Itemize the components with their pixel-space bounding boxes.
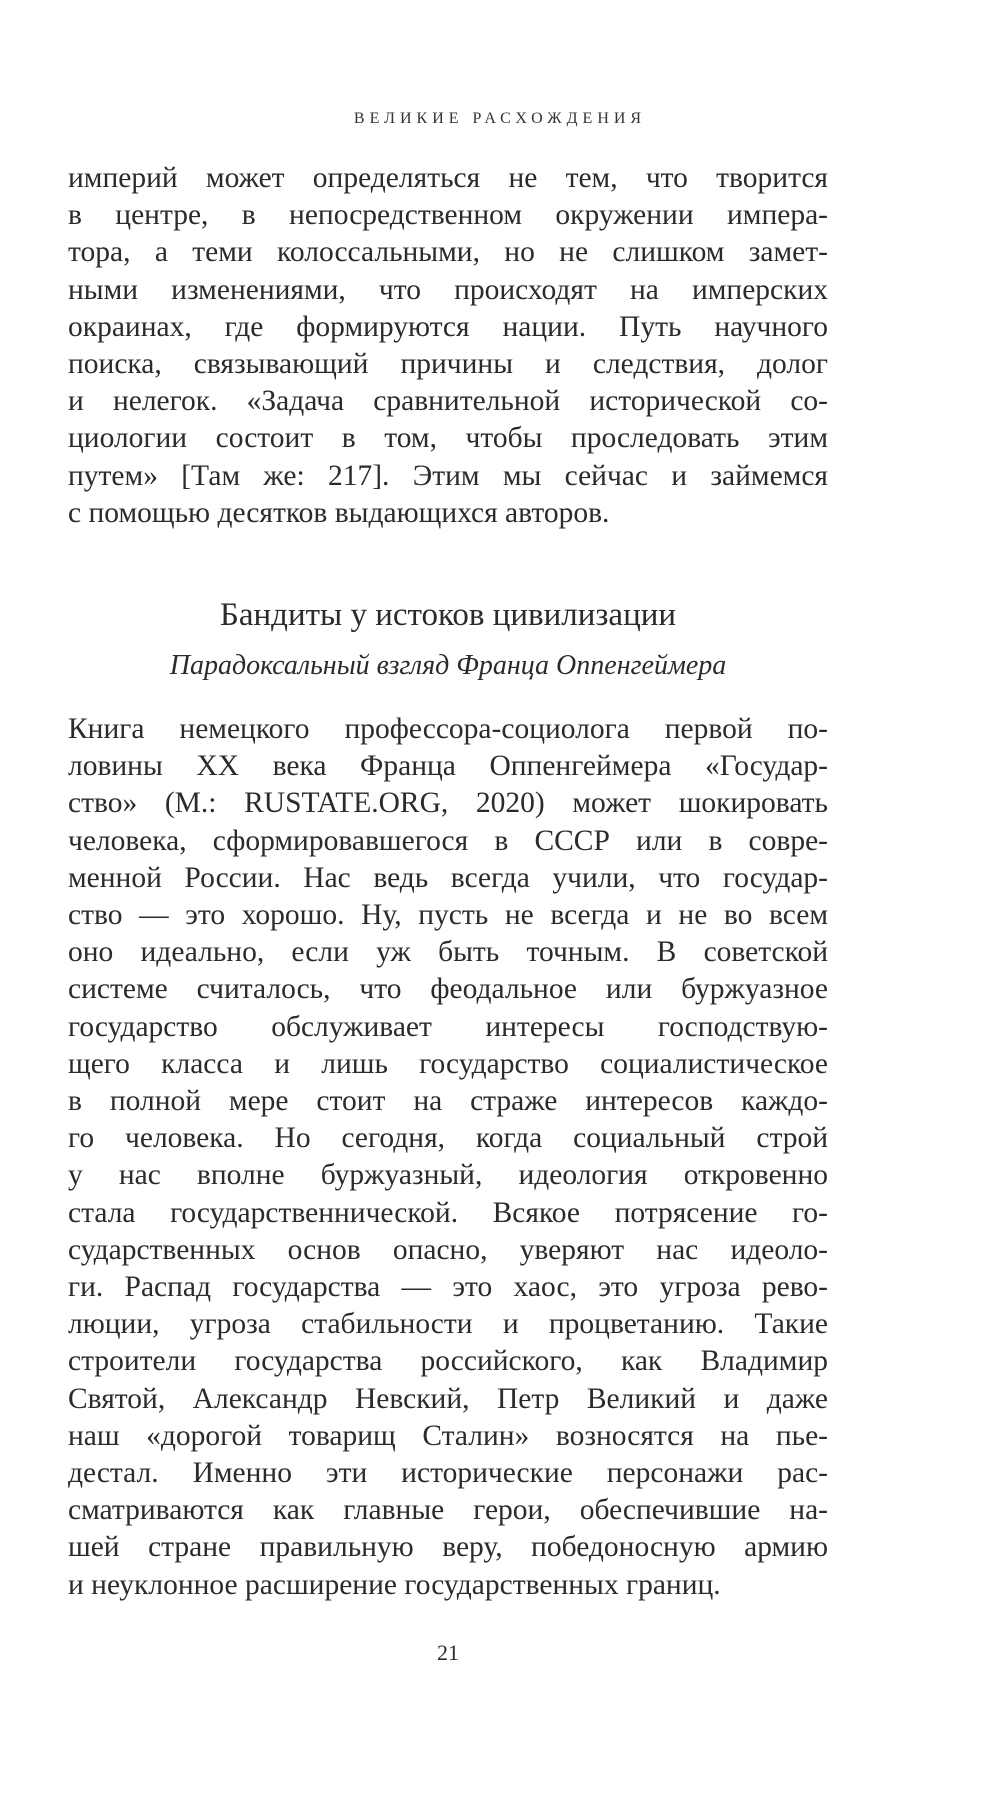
text-line: люции, угроза стабильности и процветанию. Такие <box>68 1308 828 1341</box>
text-line: наш «дорогой товарищ Сталин» возносятся на пье- <box>68 1419 828 1452</box>
text-line: ство — это хорошо. Ну, пусть не всегда и не во всем <box>68 899 828 932</box>
text-line: циологии состоит в том, чтобы проследовать этим <box>68 422 828 455</box>
paragraph-2 <box>68 711 828 1604</box>
text-line: и нелегок. «Задача сравнительной исторической со- <box>68 385 828 418</box>
text-line: в центре, в непосредственном окружении импера- <box>68 199 828 232</box>
text-line: человека, сформировавшегося в СССР или в совре- <box>68 824 828 857</box>
section-title: Бандиты у истоков цивилизации <box>219 597 677 633</box>
text-line: ными изменениями, что происходят на имперских <box>68 273 828 306</box>
text-line: дестал. Именно эти исторические персонажи рас- <box>68 1457 828 1490</box>
running-header: ВЕЛИКИЕ РАСХОЖДЕНИЯ <box>353 110 647 127</box>
text-line: государство обслуживает интересы господствую- <box>68 1010 828 1043</box>
text-line: сматриваются как главные герои, обеспечившие на- <box>68 1494 828 1527</box>
text-line: стала государственнической. Всякое потрясение го- <box>68 1196 828 1229</box>
text-line: оно идеально, если уж быть точным. В советской <box>68 936 828 969</box>
text-line: системе считалось, что феодальное или буржуазное <box>68 973 828 1006</box>
text-line: с помощью десятков выдающихся авторов. <box>68 496 610 529</box>
text-line: менной России. Нас ведь всегда учили, что государ- <box>68 861 828 894</box>
text-line: империй может определяться не тем, что творится <box>68 162 828 194</box>
text-line: поиска, связывающий причины и следствия, долог <box>68 348 828 381</box>
text-line: окраинах, где формируются нации. Путь научного <box>68 310 828 343</box>
text-line: путем» [Там же: 217]. Этим мы сейчас и займемся <box>68 459 828 492</box>
text-line: сударственных основ опасно, уверяют нас идеоло- <box>68 1233 828 1266</box>
text-line: шей стране правильную веру, победоносную армию <box>68 1531 828 1564</box>
text-line: тора, а теми колоссальными, но не слишком замет- <box>68 236 828 269</box>
text-line: Книга немецкого профессора-социолога первой по- <box>68 713 828 745</box>
text-line: Святой, Александр Невский, Петр Великий и даже <box>68 1382 828 1415</box>
text-line: щего класса и лишь государство социалистическое <box>68 1047 828 1080</box>
section-subtitle: Парадоксальный взгляд Франца Оппенгеймера <box>169 650 727 681</box>
text-line: в полной мере стоит на страже интересов каждо- <box>68 1085 828 1118</box>
page-number: 21 <box>437 1640 459 1665</box>
text-line: ловины XX века Франца Оппенгеймера «Государ- <box>68 750 828 783</box>
text-line: го человека. Но сегодня, когда социальный строй <box>68 1122 828 1155</box>
text-line: у нас вполне буржуазный, идеология откровенно <box>68 1159 828 1192</box>
text-line: ство» (М.: RUSTATE.ORG, 2020) может шокировать <box>68 787 828 820</box>
text-line: строители государства российского, как Владимир <box>68 1345 828 1378</box>
paragraph-1 <box>68 160 828 532</box>
text-line: ги. Распад государства — это хаос, это угроза рево- <box>68 1271 828 1304</box>
text-line: и неуклонное расширение государственных границ. <box>68 1568 721 1601</box>
